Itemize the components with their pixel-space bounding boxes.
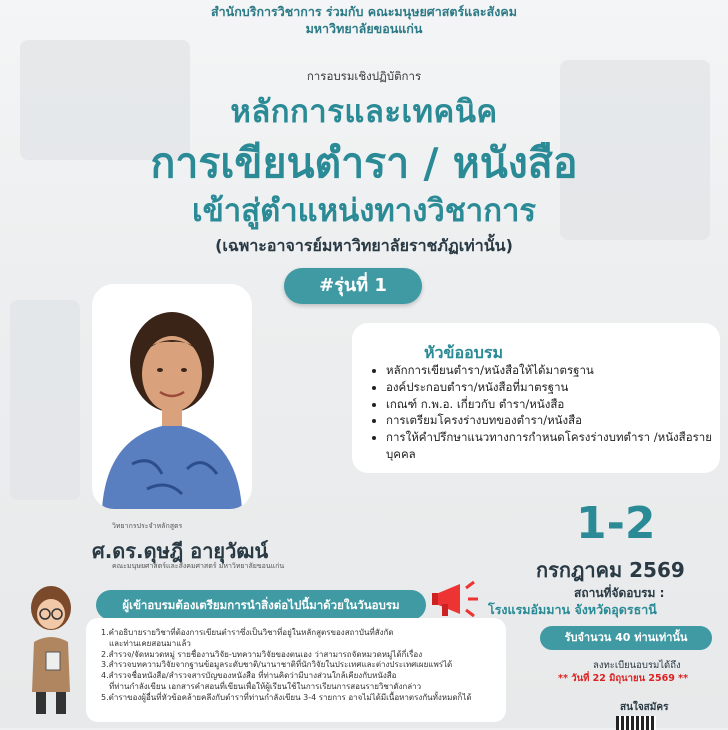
event-days: 1-2 [576,498,656,549]
workshop-kicker: การอบรมเชิงปฏิบัติการ [306,69,422,83]
organizer-line2: มหาวิทยาลัยขอนแก่น [305,21,423,36]
title-line3: เข้าสู่ตำแหน่งทางวิชาการ [191,193,537,229]
preparation-list [101,628,501,704]
megaphone-icon [430,578,486,622]
prep-item: 1.คำอธิบายรายวิชาที่ต้องการเขียนตำราซึ่งเป็นวิชาที่อยู่ในหลักสูตรของสถาบันที่สังกัด [101,628,394,637]
speaker-name: ศ.ดร.ดุษฎี อายุวัฒน์ [92,539,269,563]
background-cup-shape [10,300,80,500]
topics-heading: หัวข้ออบรม [424,343,503,362]
venue-name: โรงแรมอัมมาน จังหวัดอุดรธานี [488,602,657,617]
deadline-date: ** วันที่ 22 มิถุนายน 2569 ** [558,673,689,684]
signup-label[interactable]: สนใจสมัคร [620,702,669,713]
capacity-badge: รับจำนวน 40 ท่านเท่านั้น [540,626,712,650]
batch-badge: #รุ่นที่ 1 [284,268,422,304]
topics-list [372,362,726,463]
topic-item: • การให้คำปรึกษาแนวทางการกำหนดโครงร่างบทตำรา /หนังสือรายบุคคล [386,429,726,463]
eligibility-note: (เฉพาะอาจารย์มหาวิทยาลัยราชภัฏเท่านั้น) [215,236,513,255]
speaker-portrait-illustration [92,284,252,509]
venue-label: สถานที่จัดอบรม : [574,586,665,600]
prep-item: 3.สำรวจบทความวิจัยจากฐานข้อมูลระดับชาติ/นานาชาติที่นักวิจัยในประเทศและต่างประเทศเผยแพร่ได้ [101,660,453,670]
topic-item: • การเตรียมโครงร่างบทของตำรา/หนังสือ [386,412,726,429]
title-line2: การเขียนตำรา / หนังสือ [150,139,578,187]
event-month-year: กรกฎาคม 2569 [536,558,685,582]
prep-item: ที่ท่านกำลังเขียน เอกสารคำสอนที่เขียนเพื่อให้ผู้เรียนใช้ในการเรียนการสอนรายวิชาดังกล่าว [109,681,422,691]
topic-item: • องค์ประกอบตำรา/หนังสือที่มาตรฐาน [386,379,726,396]
speaker-photo [92,284,252,509]
prep-item: 5.ตำราของผู้อื่นที่หัวข้อคล้ายคลึงกับตำราที่ท่านกำลังเขียน 3-4 รายการ อาจไม่ได้มีเนื้อหาตรงกันทั้งหมดก็ได้ [101,692,472,702]
topic-item: • หลักการเขียนตำรา/หนังสือให้ได้มาตรฐาน [386,362,726,379]
speaker-role: วิทยากรประจำหลักสูตร [112,522,183,530]
speaker-affiliation: คณะมนุษยศาสตร์และสังคมศาสตร์ มหาวิทยาลัยขอนแก่น [112,562,285,570]
deadline-label: ลงทะเบียนอบรมได้ถึง [593,660,681,671]
preparation-banner: ผู้เข้าอบรมต้องเตรียมการนำสิ่งต่อไปนี้มาด้วยในวันอบรม [96,590,426,620]
topic-item: • เกณฑ์ ก.พ.อ. เกี่ยวกับ ตำรา/หนังสือ [386,396,726,413]
prep-item: และท่านเคยสอนมาแล้ว [109,638,191,648]
prep-item: 2.สำรวจ/จัดหมวดหมู่ รายชื่องานวิจัย-บทความวิจัยของตนเอง ว่าสามารถจัดหมวดหมู่ได้กี่เรื่อง [101,649,423,659]
organizer-line1: สำนักบริการวิชาการ ร่วมกับ คณะมนุษยศาสตร์และสังคม [211,4,517,19]
student-character-illustration [20,582,82,716]
title-line1: หลักการและเทคนิค [230,94,498,130]
prep-item: 4.สำรวจชื่อหนังสือ/สำรวจสารบัญของหนังสือ ที่ท่านคิดว่ามีบางส่วนใกล้เคียงกับหนังสือ [101,671,397,681]
